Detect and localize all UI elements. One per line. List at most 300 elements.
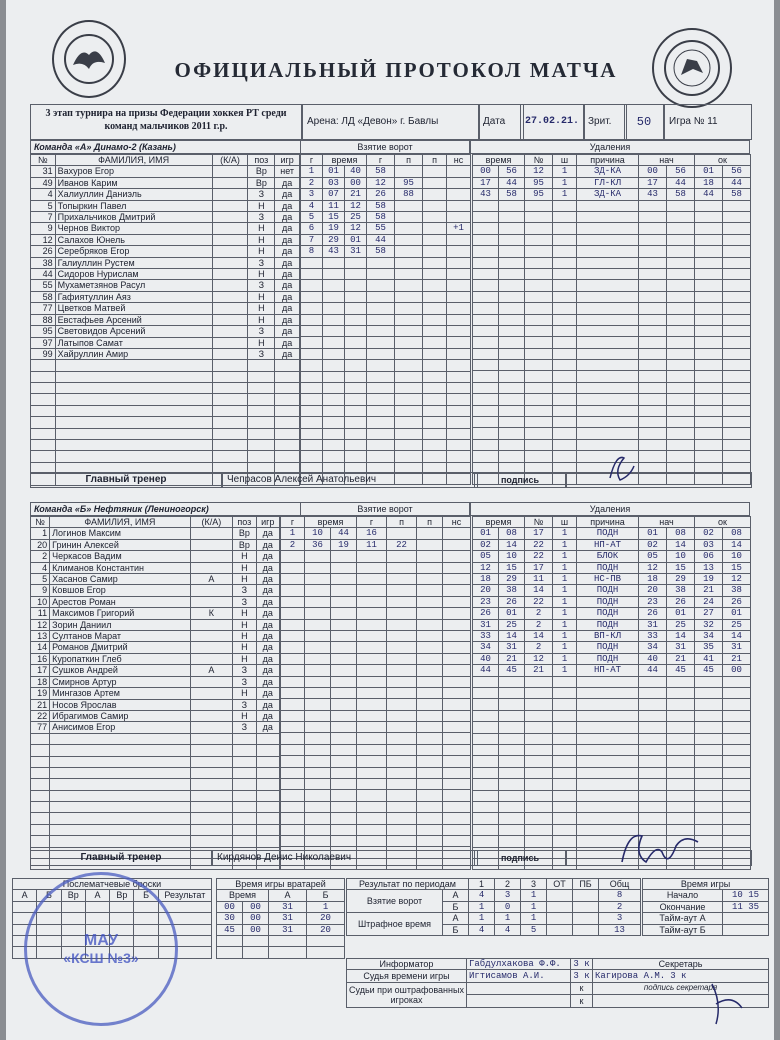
penalty-cell: 15 (723, 562, 751, 573)
penalty-cell (525, 280, 553, 291)
goal-cell (357, 585, 387, 596)
player-played: да (275, 269, 300, 280)
penalty-cell (639, 417, 667, 428)
goal-cell (423, 337, 447, 348)
game-time-item-label: Начало (643, 890, 723, 901)
player-role (190, 642, 233, 653)
penalty-cell (525, 676, 553, 687)
penalty-cell: 01 (667, 608, 695, 619)
penalty-row (473, 405, 751, 416)
goal-cell: 5 (301, 212, 323, 223)
penalty-cell: 1 (553, 562, 577, 573)
goal-cell (323, 269, 345, 280)
goal-cell: 01 (323, 166, 345, 177)
penalty-cell: 44 (667, 177, 695, 188)
player-number (31, 756, 50, 767)
penalty-row (473, 234, 751, 245)
penalty-cell (695, 303, 723, 314)
penalty-row (473, 779, 751, 790)
penalty-cell (473, 722, 499, 733)
penalty-cell (723, 382, 751, 393)
penalty-cell (667, 779, 695, 790)
penalty-cell (667, 257, 695, 268)
goal-cell (423, 326, 447, 337)
goal-cell (417, 835, 443, 846)
penalty-cell (525, 722, 553, 733)
spectators-label: Зрит. (584, 104, 627, 140)
player-position: З (233, 722, 256, 733)
player-role (212, 360, 248, 371)
goal-cell (323, 451, 345, 462)
goals-header-cell: время (305, 517, 357, 528)
player-played: да (275, 337, 300, 348)
goal-cell (301, 451, 323, 462)
period-team: А (443, 913, 469, 924)
goal-cell (357, 813, 387, 824)
penalty-cell (639, 223, 667, 234)
penalty-cell (667, 451, 695, 462)
goal-cell (323, 439, 345, 450)
player-number: 1 (31, 528, 50, 539)
penalty-cell (499, 360, 525, 371)
penalty-cell (525, 405, 553, 416)
penalty-cell (695, 246, 723, 257)
goal-cell (345, 405, 367, 416)
penalty-cell (525, 779, 553, 790)
goal-cell (301, 439, 323, 450)
goalie-cell (243, 936, 269, 947)
goals-header-cell: г (367, 155, 395, 166)
player-number: 77 (31, 303, 56, 314)
goal-cell (331, 767, 357, 778)
goal-cell: 95 (395, 177, 423, 188)
player-played: да (256, 539, 279, 550)
penalty-cell (723, 417, 751, 428)
goal-cell (443, 722, 471, 733)
goal-cell (357, 710, 387, 721)
penalty-row (473, 642, 751, 653)
goal-cell (331, 813, 357, 824)
penalty-cell: 31 (667, 642, 695, 653)
stamp-line-1: МАУ (83, 932, 119, 949)
player-position: Н (248, 200, 275, 211)
goal-cell (345, 439, 367, 450)
penalty-cell: 17 (639, 177, 667, 188)
player-name (50, 813, 190, 824)
goalie-cell: 20 (307, 913, 345, 924)
goal-cell (357, 608, 387, 619)
penalty-cell (723, 824, 751, 835)
penalty-cell (525, 394, 553, 405)
penalty-cell (667, 303, 695, 314)
goal-cell (443, 733, 471, 744)
penalty-cell: 18 (695, 177, 723, 188)
penalty-cell (577, 405, 639, 416)
penalty-cell: 10 (723, 551, 751, 562)
goal-cell (447, 360, 471, 371)
player-played (275, 417, 300, 428)
goal-row (301, 371, 471, 382)
goal-cell (281, 585, 305, 596)
goal-cell (443, 562, 471, 573)
goal-cell (387, 801, 417, 812)
player-played: да (275, 303, 300, 314)
goal-cell (305, 733, 331, 744)
goal-cell: 29 (323, 234, 345, 245)
player-role (212, 189, 248, 200)
penalty-cell (553, 268, 577, 279)
player-name: Галиуллин Рустем (55, 257, 212, 268)
goal-row (301, 439, 471, 450)
penalty-cell: 17 (473, 177, 499, 188)
penalty-row (473, 562, 751, 573)
player-row (31, 767, 280, 778)
goal-row (301, 337, 471, 348)
goal-cell (447, 166, 471, 177)
goal-row (281, 801, 471, 812)
penalty-cell: 1 (553, 642, 577, 653)
goal-row (281, 779, 471, 790)
period-row (347, 913, 641, 924)
penalty-cell (525, 756, 553, 767)
penalty-cell (473, 257, 499, 268)
penalty-row (473, 574, 751, 585)
penalty-cell (525, 801, 553, 812)
goal-cell: 10 (305, 528, 331, 539)
penalty-cell (473, 699, 499, 710)
goal-cell (367, 314, 395, 325)
penalty-cell: 12 (639, 562, 667, 573)
goal-cell: 25 (345, 212, 367, 223)
pen-header-cell: причина (577, 155, 639, 166)
player-number: 2 (31, 551, 50, 562)
goal-cell (331, 608, 357, 619)
period-cell: 2 (599, 901, 641, 912)
goal-cell (423, 371, 447, 382)
penalty-cell: 58 (499, 189, 525, 200)
goal-row (301, 405, 471, 416)
goals-header-cell: п (417, 517, 443, 528)
goal-cell (281, 676, 305, 687)
game-time-row (643, 901, 769, 912)
penalty-cell (553, 280, 577, 291)
goal-cell (387, 619, 417, 630)
penalty-cell: 21 (525, 665, 553, 676)
penalty-cell (553, 813, 577, 824)
goal-cell (423, 212, 447, 223)
player-position (233, 745, 256, 756)
penalty-cell (723, 699, 751, 710)
player-row (31, 733, 280, 744)
goal-cell (443, 528, 471, 539)
penalty-cell (473, 745, 499, 756)
player-name (55, 371, 212, 382)
penalty-cell (525, 234, 553, 245)
goal-row (281, 710, 471, 721)
penalty-cell: 14 (723, 539, 751, 550)
goalie-cell (307, 947, 345, 958)
goal-cell (281, 653, 305, 664)
goal-cell (345, 428, 367, 439)
player-role (212, 440, 248, 451)
player-row (31, 619, 280, 630)
penalty-cell: 05 (473, 551, 499, 562)
roster-header-cell: (К/А) (190, 517, 233, 528)
penalty-cell (553, 801, 577, 812)
penalty-cell (525, 257, 553, 268)
penalty-cell: 15 (667, 562, 695, 573)
goal-cell (305, 574, 331, 585)
penalty-cell: 23 (639, 596, 667, 607)
penalty-cell (499, 337, 525, 348)
pen-header-cell: нач (639, 155, 695, 166)
goal-cell (357, 744, 387, 755)
penalty-cell (695, 722, 723, 733)
goal-cell (331, 733, 357, 744)
goal-cell (447, 405, 471, 416)
penalty-cell: 00 (639, 166, 667, 177)
penbox-judge-2-category: к (571, 995, 593, 1008)
player-name: Максимов Григорий (50, 608, 190, 619)
player-position: З (248, 257, 275, 268)
penalty-cell (499, 348, 525, 359)
penalty-cell (695, 779, 723, 790)
penalty-cell: 01 (695, 166, 723, 177)
penalty-cell: 12 (525, 166, 553, 177)
player-name (50, 733, 190, 744)
game-time-row (643, 924, 769, 935)
goal-cell (357, 733, 387, 744)
player-position (248, 440, 275, 451)
player-number: 18 (31, 676, 50, 687)
goal-cell (387, 687, 417, 698)
player-position: Н (248, 291, 275, 302)
period-row-label: Штрафное время (347, 913, 443, 936)
player-played: да (256, 596, 279, 607)
goal-cell (447, 371, 471, 382)
goal-cell: 2 (281, 539, 305, 550)
player-name (55, 417, 212, 428)
goal-row (301, 280, 471, 291)
goal-cell (395, 269, 423, 280)
player-name: Мингазов Артем (50, 688, 190, 699)
pen-header-cell: ш (553, 155, 577, 166)
penalty-cell (499, 325, 525, 336)
penalty-cell: 44 (695, 189, 723, 200)
penalty-cell (723, 246, 751, 257)
goal-row (281, 767, 471, 778)
goal-cell (417, 813, 443, 824)
timekeeper-category: 3 к (571, 970, 593, 982)
goal-cell (417, 699, 443, 710)
player-position (248, 405, 275, 416)
player-played: да (275, 246, 300, 257)
goal-cell (417, 551, 443, 562)
penalty-cell: 38 (723, 585, 751, 596)
penalty-cell (499, 314, 525, 325)
goal-cell (417, 585, 443, 596)
goal-row (281, 790, 471, 801)
goal-cell (423, 428, 447, 439)
penalty-cell (473, 824, 499, 835)
goalie-cell: 30 (217, 913, 243, 924)
penalty-row (473, 325, 751, 336)
penalty-cell (525, 268, 553, 279)
player-name: Сушков Андрей (50, 665, 190, 676)
player-row (31, 653, 280, 664)
player-number (31, 836, 50, 847)
goal-cell (281, 733, 305, 744)
goal-cell (447, 291, 471, 302)
player-played (275, 440, 300, 451)
player-position: Н (233, 562, 256, 573)
player-played: да (275, 326, 300, 337)
penalty-cell (553, 451, 577, 462)
penalty-cell (723, 257, 751, 268)
penalty-cell: ВП-КЛ (577, 631, 639, 642)
goal-cell (417, 528, 443, 539)
player-number: 16 (31, 653, 50, 664)
penalty-cell (695, 223, 723, 234)
player-number (31, 779, 50, 790)
penalty-row (473, 745, 751, 756)
goal-cell (331, 585, 357, 596)
penalty-cell (499, 303, 525, 314)
penalty-cell (553, 722, 577, 733)
penalty-cell (577, 417, 639, 428)
goal-cell (305, 699, 331, 710)
penalty-cell (695, 451, 723, 462)
penalty-cell (639, 200, 667, 211)
penalty-row (473, 223, 751, 234)
goal-cell: 58 (367, 212, 395, 223)
player-row (31, 360, 300, 371)
goal-cell: 40 (345, 166, 367, 177)
penalty-cell (473, 756, 499, 767)
goals-header-row (301, 155, 471, 166)
period-header-cell: Общ (599, 879, 641, 890)
penalty-row (473, 212, 751, 223)
goal-cell (443, 779, 471, 790)
goal-cell (395, 166, 423, 177)
penalty-cell (667, 722, 695, 733)
goal-cell (345, 280, 367, 291)
player-number (31, 790, 50, 801)
goal-cell (331, 551, 357, 562)
player-role: А (190, 574, 233, 585)
roster-header-cell: (К/А) (212, 155, 248, 166)
player-number (31, 405, 56, 416)
penalty-cell (525, 223, 553, 234)
goal-row (281, 835, 471, 846)
player-role (190, 710, 233, 721)
period-row-label: Взятие ворот (347, 890, 443, 913)
player-row (31, 223, 300, 234)
player-played: да (275, 234, 300, 245)
goal-cell (367, 394, 395, 405)
player-played: да (275, 200, 300, 211)
player-number: 13 (31, 631, 50, 642)
player-row (31, 394, 300, 405)
penalty-cell: 2 (525, 642, 553, 653)
goal-cell (281, 596, 305, 607)
penalty-cell (695, 268, 723, 279)
period-header-cell: 3 (521, 879, 547, 890)
player-row (31, 440, 300, 451)
player-position: Н (233, 608, 256, 619)
goal-cell (323, 303, 345, 314)
player-name (50, 756, 190, 767)
player-played: да (256, 699, 279, 710)
goalie-cell (217, 936, 243, 947)
goal-cell (323, 394, 345, 405)
player-position (248, 417, 275, 428)
penalty-cell (723, 234, 751, 245)
goal-row (281, 676, 471, 687)
penalty-cell: 44 (723, 177, 751, 188)
penalty-row (473, 417, 751, 428)
player-name: Чернов Виктор (55, 223, 212, 234)
penalty-cell (553, 371, 577, 382)
penalty-cell (499, 268, 525, 279)
pen-header-cell: ок (695, 155, 751, 166)
penalty-cell: 02 (473, 539, 499, 550)
penalty-cell (553, 337, 577, 348)
player-name: Гринин Алексей (50, 539, 190, 550)
penalty-cell (723, 325, 751, 336)
player-position: Н (233, 551, 256, 562)
goal-cell: 44 (331, 528, 357, 539)
goal-cell (357, 562, 387, 573)
goal-cell (281, 574, 305, 585)
player-position: З (233, 585, 256, 596)
team-b-coach-label-cell: Главный тренер (30, 850, 212, 866)
penalty-cell (499, 699, 525, 710)
penalty-cell (723, 710, 751, 721)
player-number (31, 767, 50, 778)
penalty-cell (553, 200, 577, 211)
penalty-cell (639, 756, 667, 767)
goal-cell (423, 314, 447, 325)
player-played (256, 745, 279, 756)
player-played: нет (275, 166, 300, 177)
penalty-cell (695, 394, 723, 405)
penalty-cell (723, 801, 751, 812)
penalty-cell (525, 382, 553, 393)
player-number (31, 394, 56, 405)
goal-cell (387, 596, 417, 607)
penalty-row (473, 551, 751, 562)
goal-cell (323, 348, 345, 359)
period-cell: 1 (521, 913, 547, 924)
goal-cell (443, 619, 471, 630)
goal-cell: 07 (323, 189, 345, 200)
penalty-cell (577, 212, 639, 223)
player-name: Носов Ярослав (50, 699, 190, 710)
goal-row (301, 189, 471, 200)
goal-cell (301, 280, 323, 291)
period-cell: 8 (599, 890, 641, 901)
period-header-cell: 2 (495, 879, 521, 890)
penalty-cell (723, 223, 751, 234)
goal-cell: 4 (301, 200, 323, 211)
penalty-cell (639, 428, 667, 439)
penalty-cell (639, 745, 667, 756)
player-position (248, 451, 275, 462)
goal-cell (417, 574, 443, 585)
shootouts-header-cell: Вр (61, 890, 85, 901)
penalty-cell: 20 (639, 585, 667, 596)
